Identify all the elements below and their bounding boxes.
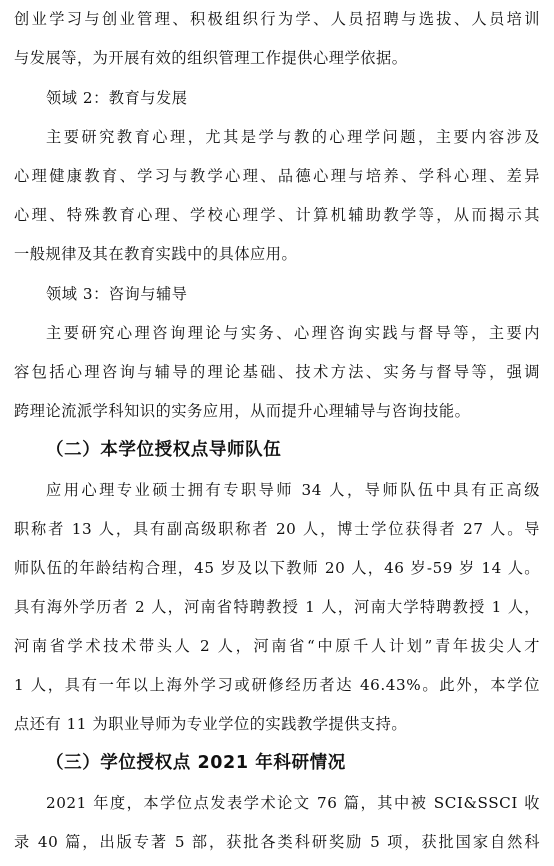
paragraph-line: 应用心理专业硕士拥有专职导师 34 人，导师队伍中具有正高级 [46,481,540,499]
paragraph-line: 具有海外学历者 2 人，河南省特聘教授 1 人，河南大学特聘教授 1 人， [14,598,540,616]
section-heading: （三）学位授权点 2021 年科研情况 [46,753,346,773]
field-title: 领域 2：教育与发展 [46,89,188,107]
paragraph-line: 主要研究心理咨询理论与实务、心理咨询实践与督导等，主要内 [46,324,540,342]
paragraph-line: 师队伍的年龄结构合理，45 岁及以下教师 20 人，46 岁-59 岁 14 人。 [14,559,540,577]
paragraph-line: 创业学习与创业管理、积极组织行为学、人员招聘与选拔、人员培训 [14,10,540,28]
paragraph-line: 录 40 篇，出版专著 5 部，获批各类科研奖励 5 项，获批国家自然科 [14,833,540,851]
paragraph-line: 容包括心理咨询与辅导的理论基础、技术方法、实务与督导等，强调 [14,363,540,381]
paragraph-line: 心理健康教育、学习与教学心理、品德心理与培养、学科心理、差异 [14,167,540,185]
field-title: 领域 3：咨询与辅导 [46,285,188,303]
paragraph-line: 2021 年度，本学位点发表学术论文 76 篇，其中被 SCI&SSCI 收 [46,794,540,812]
section-heading: （二）本学位授权点导师队伍 [46,440,282,460]
paragraph-line: 点还有 11 为职业导师为专业学位的实践教学提供支持。 [14,715,408,733]
paragraph-line: 与发展等，为开展有效的组织管理工作提供心理学依据。 [14,49,408,67]
paragraph-line: 河南省学术技术带头人 2 人，河南省“中原千人计划”青年拔尖人才 [14,637,540,655]
paragraph-line: 1 人，具有一年以上海外学习或研修经历者达 46.43%。此外，本学位 [14,676,540,694]
paragraph-line: 跨理论流派学科知识的实务应用，从而提升心理辅导与咨询技能。 [14,402,471,420]
paragraph-line: 心理、特殊教育心理、学校心理学、计算机辅助教学等，从而揭示其 [14,206,540,224]
paragraph-line: 一般规律及其在教育实践中的具体应用。 [14,245,298,263]
paragraph-line: 主要研究教育心理，尤其是学与教的心理学问题，主要内容涉及 [46,128,540,146]
paragraph-line: 职称者 13 人，具有副高级职称者 20 人，博士学位获得者 27 人。导 [14,520,540,538]
